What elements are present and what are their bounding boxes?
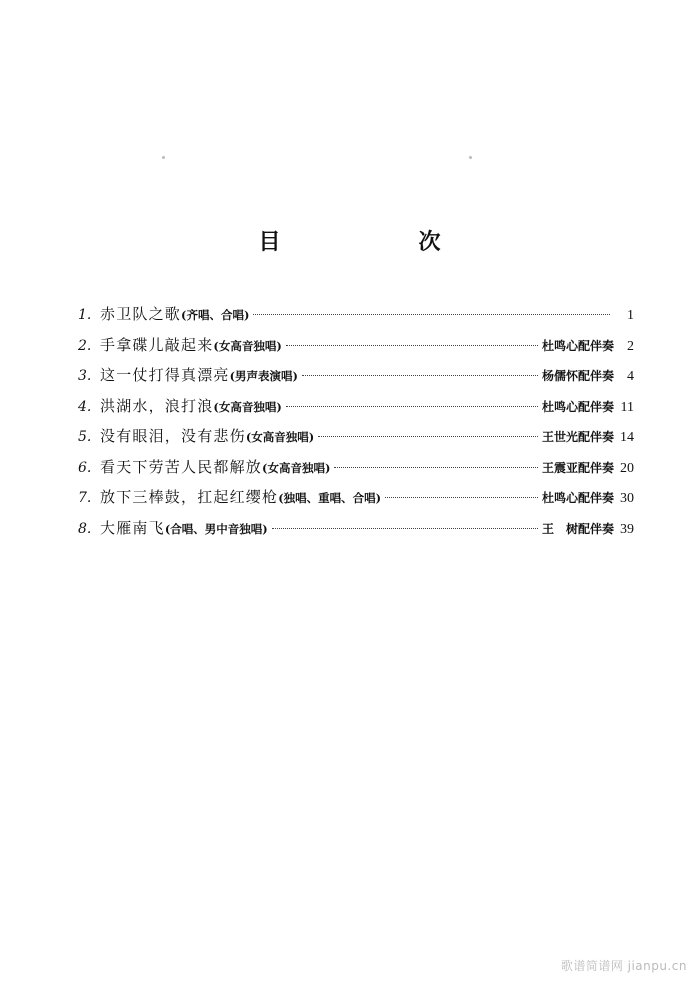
toc-entry-title: 手拿碟儿敲起来 [100, 335, 214, 354]
toc-entry [78, 486, 634, 517]
toc-entry-number: 5. [78, 429, 92, 445]
toc-entry-page-number: 4 [627, 369, 634, 384]
toc-entry [78, 425, 634, 456]
toc-dot-leader [385, 497, 538, 498]
toc-entry-number: 2. [78, 337, 92, 354]
toc-entry-number: 6. [78, 459, 92, 476]
toc-entry [78, 334, 634, 365]
toc-entry-performers: (女高音独唱) [213, 399, 282, 414]
toc-dot-leader [302, 375, 538, 376]
toc-entry-accompaniment: 王 树配伴奏 [541, 521, 614, 536]
toc-entry-performers: (男声表演唱) [229, 369, 298, 383]
toc-entry-page-number: 2 [627, 338, 634, 354]
toc-entry-number: 3. [78, 368, 92, 384]
toc-entry-performers: (独唱、重唱、合唱) [278, 491, 382, 505]
toc-dot-leader [286, 406, 538, 407]
page-title: 目 次 [258, 230, 499, 255]
toc-entry-accompaniment: 王震亚配伴奏 [541, 460, 614, 475]
toc-entry-accompaniment: 王世光配伴奏 [541, 430, 614, 444]
toc-entry-performers: (齐唱、合唱) [181, 308, 250, 322]
toc-entry-number: 4. [78, 398, 92, 415]
toc-entry-number: 7. [78, 490, 92, 506]
toc-entry-performers: (女高音独唱) [213, 338, 282, 353]
scan-speck [162, 156, 165, 159]
toc-entry-title: 赤卫队之歌 [100, 305, 182, 323]
toc-entry-page-number: 11 [620, 399, 634, 415]
toc-entry-accompaniment: 杜鸣心配伴奏 [541, 491, 614, 505]
toc-dot-leader [318, 436, 538, 437]
toc-entry-number: 8. [78, 520, 92, 537]
toc-entry [78, 456, 634, 487]
watermark: 歌谱简谱网 jianpu.cn [560, 959, 687, 973]
toc-entry-page-number: 30 [620, 491, 634, 506]
toc-entry-performers: (女高音独唱) [262, 460, 331, 475]
toc-entry-title: 洪湖水，浪打浪 [100, 396, 214, 415]
toc-entry [78, 517, 634, 548]
toc-dot-leader [286, 345, 538, 346]
toc-entry-title: 这一仗打得真漂亮 [100, 366, 230, 384]
scan-speck [469, 156, 472, 159]
toc-entry-accompaniment: 杨儒怀配伴奏 [541, 369, 614, 383]
table-of-contents [78, 303, 634, 547]
toc-entry-accompaniment: 杜鸣心配伴奏 [541, 338, 614, 353]
toc-entry [78, 364, 634, 395]
toc-entry-page-number: 14 [620, 430, 634, 445]
toc-entry-page-number: 1 [627, 308, 634, 323]
toc-entry-performers: (女高音独唱) [245, 430, 315, 444]
toc-entry-title: 没有眼泪，没有悲伤 [100, 427, 246, 445]
toc-entry-accompaniment: 杜鸣心配伴奏 [541, 399, 614, 414]
toc-dot-leader [253, 314, 610, 315]
toc-entry-title: 大雁南飞 [100, 518, 165, 537]
toc-entry-title: 看天下劳苦人民都解放 [100, 457, 263, 476]
toc-entry-performers: (合唱、男中音独唱) [164, 521, 268, 536]
toc-entry-title: 放下三棒鼓，扛起红缨枪 [100, 488, 279, 506]
toc-dot-leader [272, 528, 538, 529]
toc-entry [78, 395, 634, 426]
toc-entry-page-number: 20 [620, 460, 634, 476]
toc-entry-page-number: 39 [620, 521, 634, 537]
toc-entry [78, 303, 634, 334]
toc-dot-leader [334, 467, 538, 468]
toc-entry-number: 1. [78, 307, 92, 323]
